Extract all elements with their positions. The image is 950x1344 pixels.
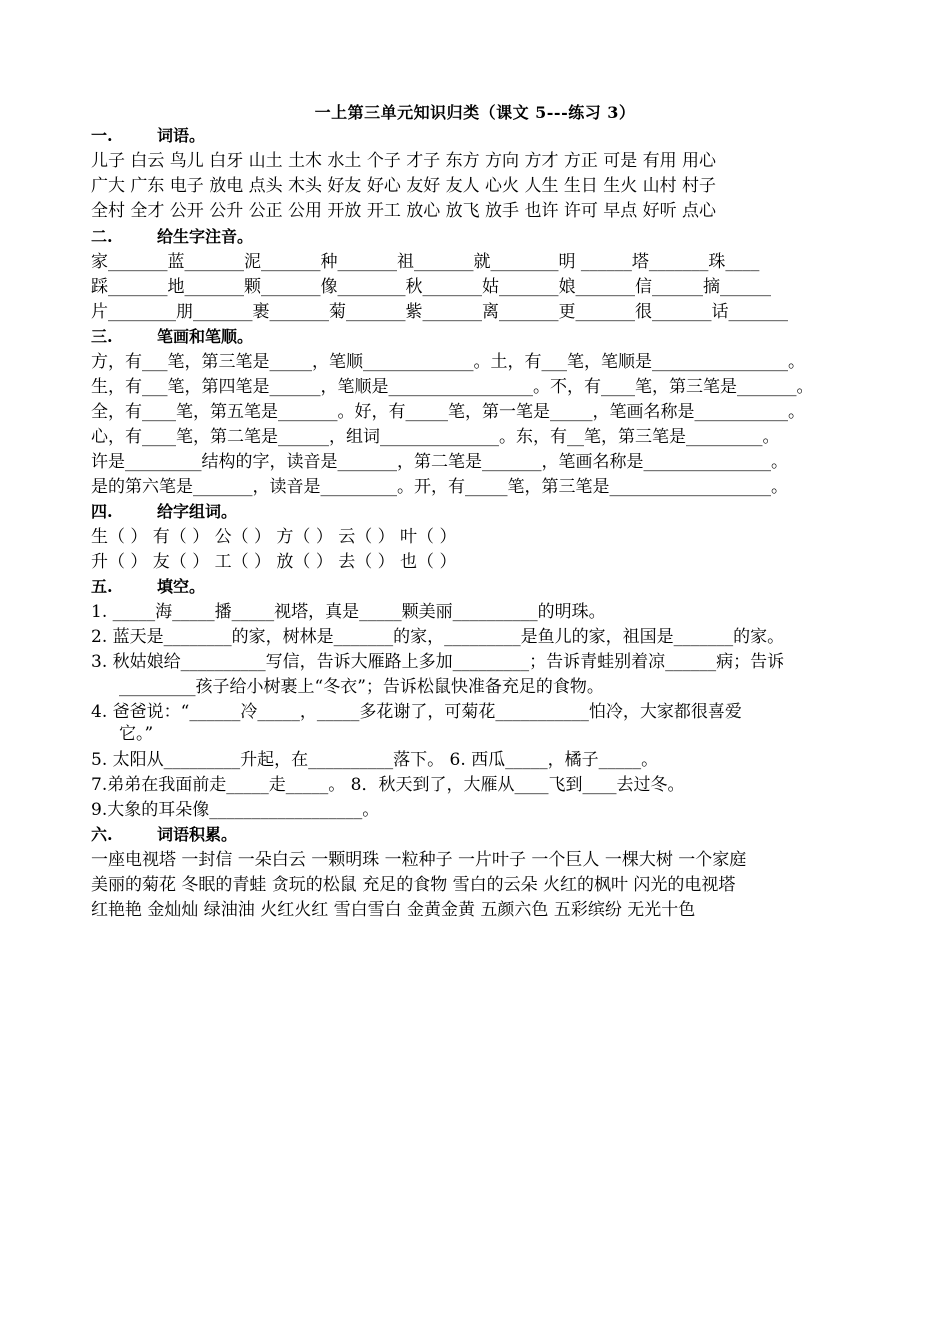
stroke-question: 方，有___笔，第三笔是_____，笔顺_____________。土，有___笔，笔顺是________________。 xyxy=(91,352,805,372)
fill-blank-question: 2. 蓝天是________的家，树林是_______的家，_________是鱼儿的家，祖国是_______的家。 xyxy=(91,627,785,647)
phrase-line: 美丽的菊花 冬眠的青蛙 贪玩的松鼠 充足的食物 雪白的云朵 火红的枫叶 闪光的电视塔 xyxy=(91,875,736,895)
fill-blank-question: 9.大象的耳朵像__________________。 xyxy=(91,800,380,820)
section-number: 一. xyxy=(91,126,113,145)
section-title: 给生字注音。 xyxy=(157,227,254,246)
section-5-heading xyxy=(91,575,871,599)
fill-blank-question: 4. 爸爸说：“______冷_____，_____多花谢了，可菊花___________怕冷，大家都很喜爱 xyxy=(91,702,742,722)
section-title: 词语。 xyxy=(157,126,206,145)
phrase-line: 一座电视塔 一封信 一朵白云 一颗明珠 一粒种子 一片叶子 一个巨人 一棵大树 一个家庭 xyxy=(91,850,747,870)
worksheet-title: 一上第三单元知识归类（课文 5---练习 3） xyxy=(314,103,636,122)
section-2-heading xyxy=(91,225,871,249)
word-list-line: 广大 广东 电子 放电 点头 木头 好友 好心 友好 友人 心火 人生 生日 生火 山村 村子 xyxy=(91,176,717,196)
section-title: 填空。 xyxy=(157,577,206,596)
section-title: 给字组词。 xyxy=(157,502,238,521)
word-building-line: 生（ ） 有（ ） 公（ ） 方（ ） 云（ ） 叶（ ） xyxy=(91,527,457,547)
pinyin-line: 家_______蓝_______泥_______种_______祖_______就________明 ______塔_______珠____ xyxy=(91,252,760,272)
word-building-line: 升（ ） 友（ ） 工（ ） 放（ ） 去（ ） 也（ ） xyxy=(91,552,457,572)
pinyin-line: 踩_______地_______颗_______像________秋_______姑_______娘_______信______摘______ xyxy=(91,277,771,297)
word-list-line: 全村 全才 公开 公升 公正 公用 开放 开工 放心 放飞 放手 也许 许可 早点 好听 点心 xyxy=(91,201,717,221)
stroke-question: 心，有____笔，第二笔是______，组词______________。东，有__笔，第三笔是_________。 xyxy=(91,427,780,447)
stroke-question: 全，有____笔，第五笔是_______。好，有_____笔，第一笔是_____，笔画名称是___________。 xyxy=(91,402,805,422)
fill-blank-question: 7.弟弟在我面前走_____走_____。 8．秋天到了，大雁从____飞到____去过冬。 xyxy=(91,775,685,795)
section-number: 五. xyxy=(91,577,113,596)
section-title: 词语积累。 xyxy=(157,825,238,844)
fill-blank-question: 3. 秋姑娘给__________写信，告诉大雁路上多加_________；告诉青蛙别着凉______病；告诉 xyxy=(91,652,785,672)
section-number: 四. xyxy=(91,502,113,521)
phrase-line: 红艳艳 金灿灿 绿油油 火红火红 雪白雪白 金黄金黄 五颜六色 五彩缤纷 无光十色 xyxy=(91,900,696,920)
word-list-line: 儿子 白云 鸟儿 白牙 山土 土木 水土 个子 才子 东方 方向 方才 方正 可是 有用 用心 xyxy=(91,151,717,171)
fill-blank-question: 1. _____海_____播_____视塔，真是_____颗美丽__________的明珠。 xyxy=(91,602,606,622)
stroke-question: 是的第六笔是_______，读音是_________。开，有_____笔，第三笔是___________________。 xyxy=(91,477,788,497)
section-number: 二. xyxy=(91,227,113,246)
fill-blank-question: 5. 太阳从_________升起，在__________落下。 6. 西瓜_____，橘子_____。 xyxy=(91,750,659,770)
section-number: 六. xyxy=(91,825,113,844)
section-number: 三. xyxy=(91,327,113,346)
stroke-question: 生，有___笔，第四笔是______，笔顺是_________________。不，有____笔，第三笔是_______。 xyxy=(91,377,814,397)
section-1-heading xyxy=(91,124,871,148)
pinyin-line: 片________朋_______裹_______菊_______紫_______离_______更_______很_______话_______ xyxy=(91,302,788,322)
section-3-heading xyxy=(91,325,871,349)
fill-blank-continuation: _________孩子给小树裹上“冬衣”；告诉松鼠快准备充足的食物。 xyxy=(119,677,604,697)
stroke-question: 许是_________结构的字，读音是_______，第二笔是_______，笔画名称是_______________。 xyxy=(91,452,788,472)
fill-blank-continuation: 它。” xyxy=(119,724,154,744)
section-6-heading xyxy=(91,823,871,847)
section-title: 笔画和笔顺。 xyxy=(157,327,254,346)
section-4-heading xyxy=(91,500,871,524)
